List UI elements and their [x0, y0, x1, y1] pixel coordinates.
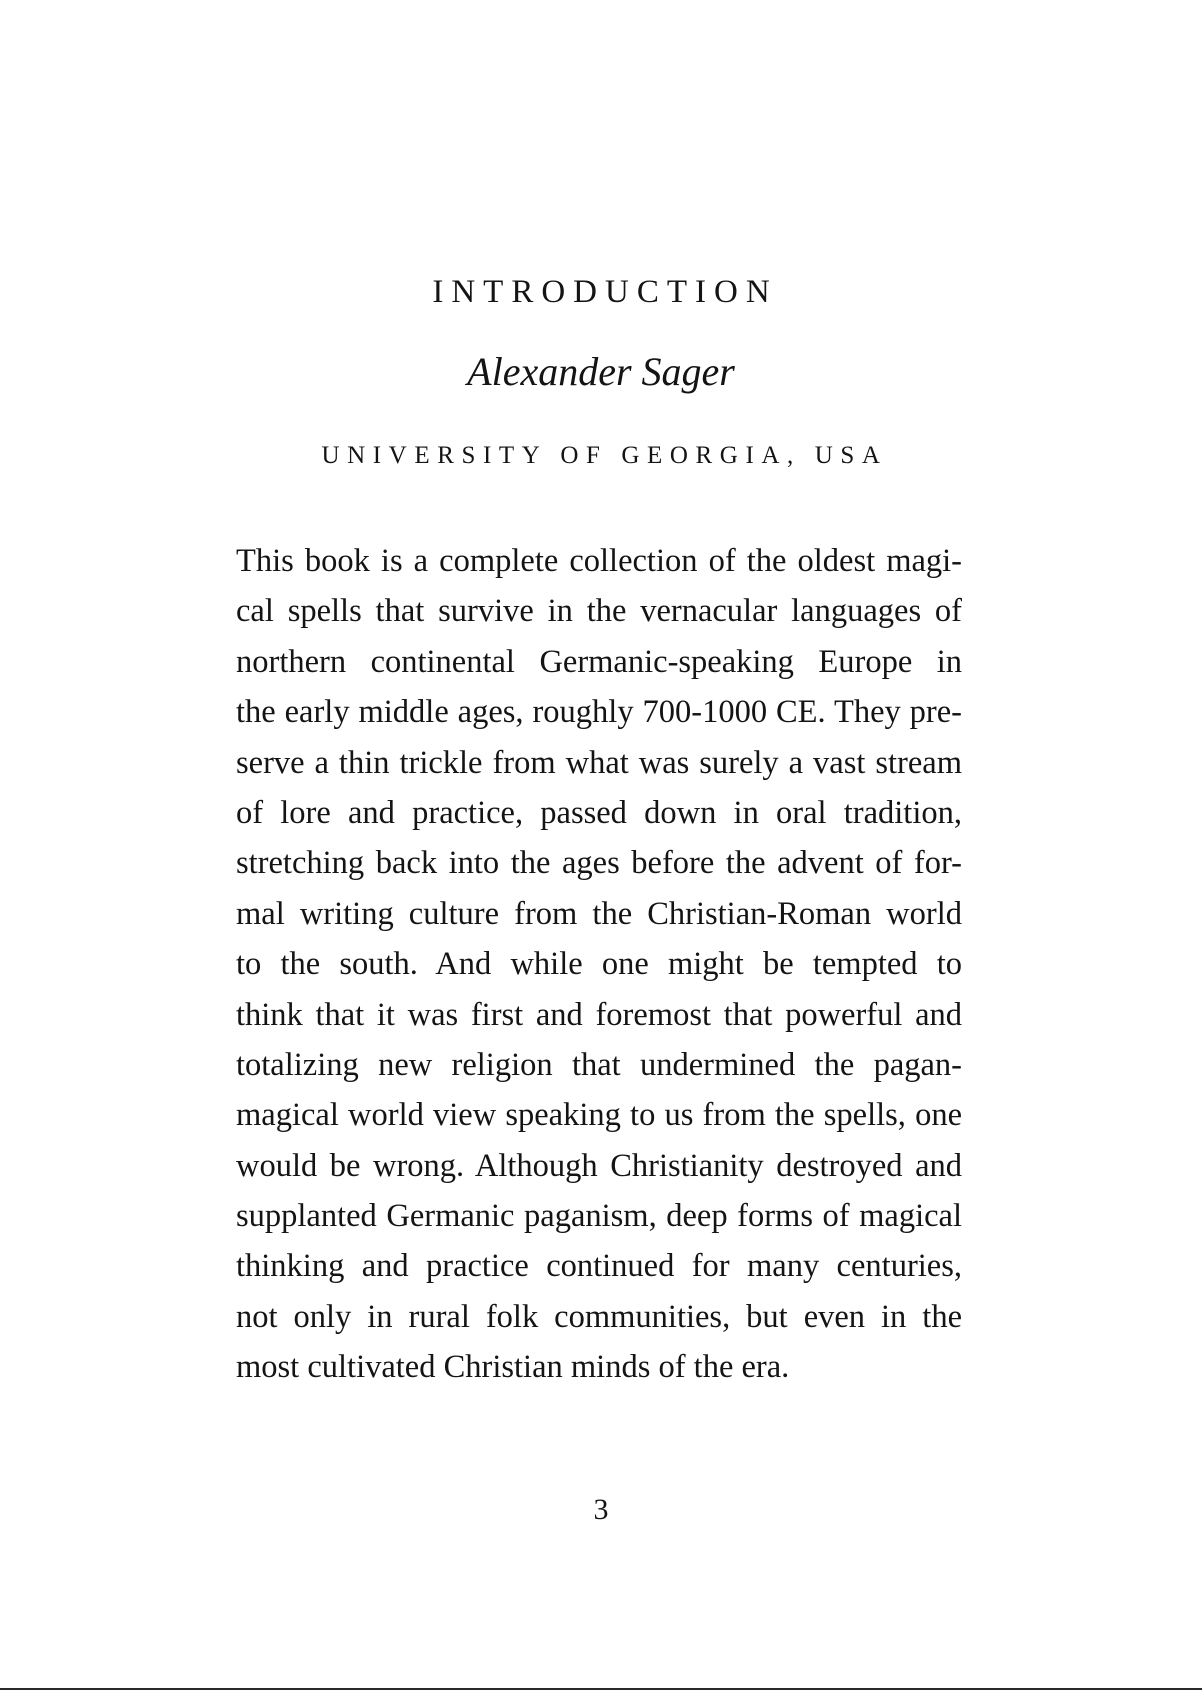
- paragraph-line: cal spells that survive in the vernacular languages of: [236, 593, 962, 630]
- paragraph-line: supplanted Germanic paganism, deep forms of magical: [236, 1198, 962, 1235]
- paragraph-line: northern continental Germanic-speaking Europe in: [236, 643, 962, 680]
- author-name: Alexander Sager: [467, 349, 735, 394]
- paragraph-line: totalizing new religion that undermined the pagan-: [236, 1046, 962, 1083]
- paragraph-line: think that it was first and foremost that powerful and: [236, 996, 962, 1033]
- paragraph-line: of lore and practice, passed down in oral tradition,: [236, 794, 962, 831]
- page-number: 3: [593, 1493, 609, 1526]
- author-affiliation: UNIVERSITY OF GEORGIA, USA: [321, 442, 888, 469]
- paragraph-line: stretching back into the ages before the advent of for-: [236, 845, 962, 882]
- paragraph-line: to the south. And while one might be tempted to: [236, 946, 962, 983]
- paragraph-line: not only in rural folk communities, but even in the: [236, 1298, 962, 1335]
- paragraph-line: most cultivated Christian minds of the era.: [236, 1349, 790, 1386]
- paragraph-line: the early middle ages, roughly 700-1000 CE. They pre-: [236, 694, 962, 731]
- paragraph-line: serve a thin trickle from what was surely a vast stream: [236, 744, 962, 781]
- paragraph-line: mal writing culture from the Christian-Roman world: [236, 895, 962, 932]
- chapter-heading: INTRODUCTION: [432, 274, 778, 310]
- paragraph-line: would be wrong. Although Christianity destroyed and: [236, 1147, 962, 1184]
- bottom-border: [0, 1688, 1202, 1690]
- intro-paragraph: [236, 536, 962, 1393]
- paragraph-line: magical world view speaking to us from the spells, one: [236, 1097, 962, 1134]
- paragraph-line: This book is a complete collection of the oldest magi-: [236, 543, 962, 579]
- paragraph-line: thinking and practice continued for many centuries,: [236, 1248, 962, 1285]
